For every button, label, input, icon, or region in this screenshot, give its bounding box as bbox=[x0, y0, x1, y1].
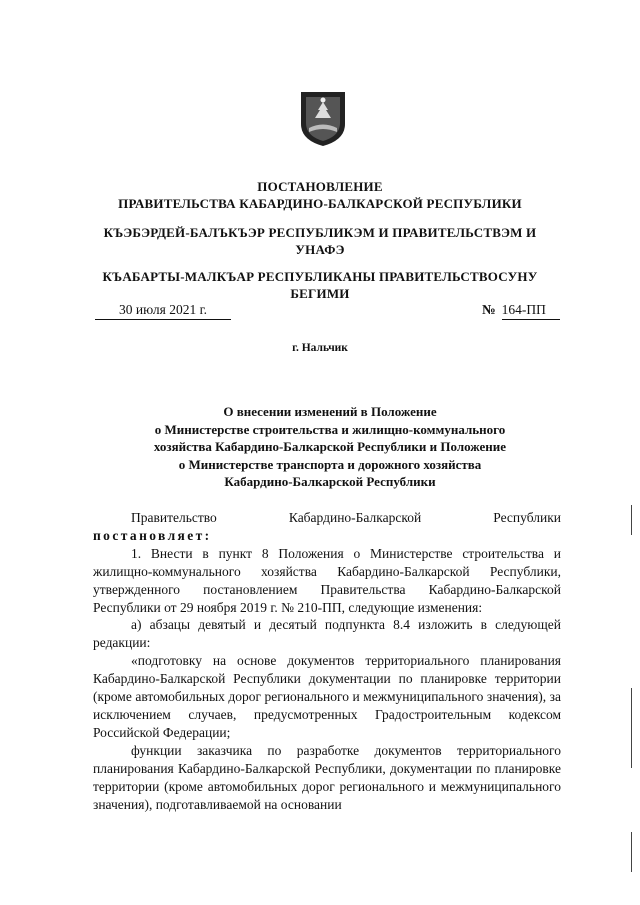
city-name: г. Нальчик bbox=[292, 342, 348, 354]
title-line: Кабардино-Балкарской Республики bbox=[224, 474, 436, 489]
title-line: хозяйства Кабардино-Балкарской Республики и Положение bbox=[153, 439, 507, 454]
scan-edge-mark bbox=[631, 688, 632, 768]
scan-edge-mark bbox=[631, 505, 632, 535]
title-line: о Министерстве строительства и жилищно-коммунального bbox=[154, 421, 506, 437]
header-balkar: КЪАБАРТЫ-МАЛКЪАР РЕСПУБЛИКАНЫ ПРАВИТЕЛЬСТВОСУНУ bbox=[102, 269, 538, 284]
header-balkar-cont: БЕГИМИ bbox=[290, 286, 350, 301]
title-line: О внесении изменений в Положение bbox=[223, 404, 437, 419]
title-line: о Министерстве транспорта и дорожного хозяйства bbox=[178, 456, 482, 472]
decree-date: 30 июля 2021 г. bbox=[95, 302, 231, 320]
decree-number: 164-ПП bbox=[502, 302, 560, 320]
decree-number-block bbox=[482, 302, 560, 320]
scan-edge-mark bbox=[631, 832, 632, 872]
body-paragraph: функции заказчика по разработке документов территориального планирования Кабардино-Балкарской Республики, документации по планировке территории (кроме автомобильных дорог регионального и межмуниципального значения), подготавливаемой на основании bbox=[93, 742, 561, 812]
coat-of-arms-emblem bbox=[297, 88, 349, 148]
header-kabardian: КЪЭБЭРДЕЙ-БАЛЪКЪЭР РЕСПУБЛИКЭМ И ПРАВИТЕЛЬСТВЭМ И bbox=[103, 225, 537, 240]
resolves-word: постановляет: bbox=[93, 527, 212, 543]
decree-title bbox=[80, 403, 580, 491]
header-government: ПРАВИТЕЛЬСТВА КАБАРДИНО-БАЛКАРСКОЙ РЕСПУБЛИКИ bbox=[118, 196, 522, 211]
body-paragraph: 1. Внести в пункт 8 Положения о Министерстве строительства и жилищно-коммунального хозяйства Кабардино-Балкарской Республики, утвержденного постановлением Правительства Кабардино-Балкарской Республики от 29 ноября 2019 г. № 210-ПП, следующие изменения: bbox=[93, 545, 561, 615]
number-sign: № bbox=[482, 302, 496, 317]
body-paragraph: Правительство Кабардино-Балкарской Республики bbox=[131, 510, 561, 525]
body-paragraph: а) абзацы девятый и десятый подпункта 8.4 изложить в следующей редакции: bbox=[93, 617, 561, 651]
body-paragraph: «подготовку на основе документов территориального планирования Кабардино-Балкарской Республики документации по планировке территории (кроме автомобильных дорог регионального и межмуниципального значения), за исключением случаев, предусмотренных Градостроительным кодексом Российской Федерации; bbox=[93, 653, 561, 740]
decree-body bbox=[93, 509, 561, 813]
header-title: ПОСТАНОВЛЕНИЕ bbox=[257, 179, 383, 194]
header-kabardian-cont: УНАФЭ bbox=[295, 242, 345, 257]
